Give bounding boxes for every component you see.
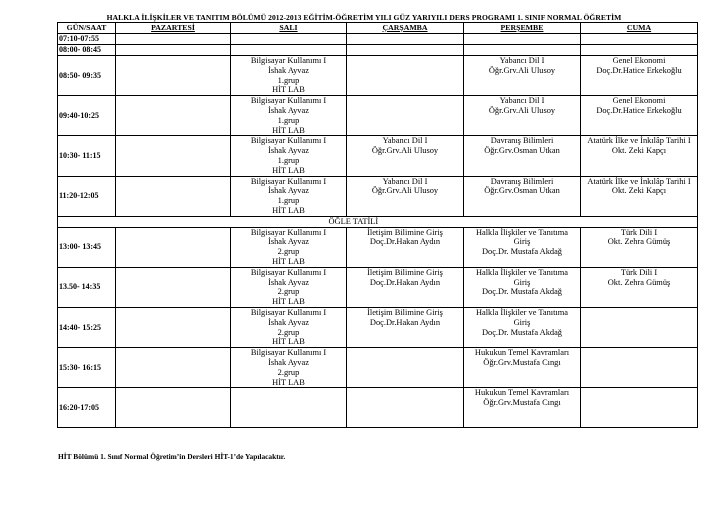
course-line: Öğr.Grv.Ali Ulusoy bbox=[371, 146, 439, 156]
course-line: Giriş bbox=[513, 317, 531, 327]
course-line: Doç.Dr. Mustafa Akdağ bbox=[481, 327, 562, 337]
course-cell-tuesday bbox=[231, 34, 347, 45]
time-slot-label: 08:50- 09:35 bbox=[58, 56, 116, 96]
course-line: İshak Ayvaz bbox=[268, 277, 309, 287]
course-line: Öğr.Grv.Osman Utkan bbox=[484, 146, 560, 156]
course-line: Genel Ekonomi bbox=[612, 96, 666, 106]
course-line: Öğr.Grv.Ali Ulusoy bbox=[488, 65, 556, 75]
course-cell-wednesday bbox=[347, 227, 464, 267]
time-slot-row bbox=[58, 388, 698, 428]
course-line: İshak Ayvaz bbox=[268, 317, 309, 327]
time-slot-row bbox=[58, 136, 698, 176]
header-friday: CUMA bbox=[581, 23, 698, 34]
course-cell-wednesday bbox=[347, 388, 464, 428]
course-cell-thursday bbox=[464, 227, 581, 267]
course-cell-thursday bbox=[464, 348, 581, 388]
course-line: Yabancı Dil I bbox=[499, 96, 545, 106]
time-slot-label: 07:10-07:55 bbox=[58, 34, 116, 45]
course-line: Bilgisayar Kullanımı I bbox=[250, 176, 327, 186]
course-line: Atatürk İlke ve İnkılâp Tarihi I bbox=[587, 136, 691, 146]
course-line: Atatürk İlke ve İnkılâp Tarihi I bbox=[587, 176, 691, 186]
course-cell-monday bbox=[116, 96, 231, 136]
header-tuesday: SALI bbox=[231, 23, 347, 34]
time-slot-row bbox=[58, 348, 698, 388]
course-line: Yabancı Dil I bbox=[382, 176, 428, 186]
course-line: Halkla İlişkiler ve Tanıtıma bbox=[475, 267, 569, 277]
course-cell-tuesday bbox=[231, 45, 347, 56]
course-cell-thursday bbox=[464, 96, 581, 136]
course-line: Öğr.Grv.Mustafa Cıngı bbox=[483, 398, 561, 408]
course-cell-monday bbox=[116, 45, 231, 56]
course-line: Hukukun Temel Kavramları bbox=[474, 388, 570, 398]
course-line: İshak Ayvaz bbox=[268, 357, 309, 367]
course-cell-monday bbox=[116, 307, 231, 347]
lunch-text: ÖĞLE TATİLİ bbox=[328, 216, 379, 226]
course-line: Hukukun Temel Kavramları bbox=[474, 348, 570, 358]
course-line: Öğr.Grv.Osman Utkan bbox=[484, 186, 560, 196]
time-slot-label: 15:30- 16:15 bbox=[58, 348, 116, 388]
course-line: İletişim Bilimine Giriş bbox=[367, 227, 443, 237]
course-cell-thursday bbox=[464, 176, 581, 216]
course-line: 2.grup bbox=[277, 287, 300, 297]
time-slot-label: 09:40-10:25 bbox=[58, 96, 116, 136]
course-line: Bilgisayar Kullanımı I bbox=[250, 96, 327, 106]
course-line: HİT LAB bbox=[272, 377, 305, 387]
course-line: Davranış Bilimleri bbox=[490, 136, 554, 146]
course-cell-wednesday bbox=[347, 34, 464, 45]
course-cell-monday bbox=[116, 56, 231, 96]
course-cell-tuesday bbox=[231, 348, 347, 388]
course-line: İshak Ayvaz bbox=[268, 237, 309, 247]
course-cell-thursday bbox=[464, 388, 581, 428]
course-cell-friday bbox=[581, 176, 698, 216]
header-row bbox=[58, 23, 698, 34]
course-cell-monday bbox=[116, 227, 231, 267]
course-line: Öğr.Grv.Ali Ulusoy bbox=[488, 105, 556, 115]
course-cell-wednesday bbox=[347, 56, 464, 96]
course-cell-tuesday bbox=[231, 96, 347, 136]
course-cell-friday bbox=[581, 388, 698, 428]
course-line: Davranış Bilimleri bbox=[490, 176, 554, 186]
course-line: HİT LAB bbox=[272, 297, 305, 307]
course-cell-wednesday bbox=[347, 45, 464, 56]
course-line: Doç.Dr.Hakan Aydın bbox=[369, 277, 441, 287]
course-line: Doç.Dr.Hakan Aydın bbox=[369, 317, 441, 327]
course-line: İshak Ayvaz bbox=[268, 65, 309, 75]
course-line: HİT LAB bbox=[272, 125, 305, 135]
course-line: 2.grup bbox=[277, 367, 300, 377]
course-cell-thursday bbox=[464, 45, 581, 56]
time-slot-label: 13:00- 13:45 bbox=[58, 227, 116, 267]
course-cell-monday bbox=[116, 136, 231, 176]
course-cell-tuesday bbox=[231, 388, 347, 428]
course-line: Bilgisayar Kullanımı I bbox=[250, 348, 327, 358]
lunch-label bbox=[328, 216, 698, 227]
course-line: Bilgisayar Kullanımı I bbox=[250, 56, 327, 65]
course-cell-thursday bbox=[464, 34, 581, 45]
course-line: Türk Dili I bbox=[620, 227, 658, 237]
course-line: Bilgisayar Kullanımı I bbox=[250, 227, 327, 237]
course-cell-friday bbox=[581, 45, 698, 56]
course-line: Doç.Dr.Hatice Erkekoğlu bbox=[596, 65, 682, 75]
course-line: HİT LAB bbox=[272, 165, 305, 175]
course-line: 1.grup bbox=[277, 115, 300, 125]
footer-note: HİT Bölümü 1. Sınıf Normal Öğretim’in Dersleri HİT-1’de Yapılacaktır. bbox=[58, 452, 286, 461]
course-cell-friday bbox=[581, 96, 698, 136]
course-cell-friday bbox=[581, 136, 698, 176]
course-line: İletişim Bilimine Giriş bbox=[367, 267, 443, 277]
course-cell-monday bbox=[116, 388, 231, 428]
course-line: HİT LAB bbox=[272, 205, 305, 215]
course-line: Doç.Dr. Mustafa Akdağ bbox=[481, 287, 562, 297]
course-line: Doç.Dr.Hakan Aydın bbox=[369, 237, 441, 247]
course-line: Halkla İlişkiler ve Tanıtıma bbox=[475, 307, 569, 317]
course-line: Doç.Dr. Mustafa Akdağ bbox=[481, 247, 562, 257]
time-slot-label: 16:20-17:05 bbox=[58, 388, 116, 428]
course-line: Bilgisayar Kullanımı I bbox=[250, 267, 327, 277]
course-line: İshak Ayvaz bbox=[268, 146, 309, 156]
course-cell-wednesday bbox=[347, 307, 464, 347]
course-line: Öğr.Grv.Ali Ulusoy bbox=[371, 186, 439, 196]
course-line: İshak Ayvaz bbox=[268, 186, 309, 196]
time-slot-label: 10:30- 11:15 bbox=[58, 136, 116, 176]
course-line: Genel Ekonomi bbox=[612, 56, 666, 65]
course-line: 2.grup bbox=[277, 247, 300, 257]
header-wednesday: ÇARŞAMBA bbox=[347, 23, 464, 34]
time-slot-label: 14:40- 15:25 bbox=[58, 307, 116, 347]
course-cell-tuesday bbox=[231, 136, 347, 176]
course-cell-wednesday bbox=[347, 136, 464, 176]
course-line: HİT LAB bbox=[272, 337, 305, 347]
course-cell-tuesday bbox=[231, 267, 347, 307]
course-cell-friday bbox=[581, 227, 698, 267]
time-slot-label: 08:00- 08:45 bbox=[58, 45, 116, 56]
lunch-spacer bbox=[58, 216, 347, 227]
course-line: Yabancı Dil I bbox=[499, 56, 545, 65]
course-line: Okt. Zeki Kapçı bbox=[611, 186, 667, 196]
course-line: 2.grup bbox=[277, 327, 300, 337]
course-cell-monday bbox=[116, 176, 231, 216]
course-line: HİT LAB bbox=[272, 256, 305, 266]
header-monday: PAZARTESİ bbox=[116, 23, 231, 34]
course-line: Bilgisayar Kullanımı I bbox=[250, 307, 327, 317]
course-line: Türk Dili I bbox=[620, 267, 658, 277]
schedule-title: HALKLA İLİŞKİLER VE TANITIM BÖLÜMÜ 2012-2013 EĞİTİM-ÖĞRETİM YILI GÜZ YARIYILI DERS PROGRAMI 1. SINIF NORMAL ÖĞRETİM bbox=[106, 13, 622, 22]
course-cell-thursday bbox=[464, 307, 581, 347]
course-cell-tuesday bbox=[231, 176, 347, 216]
course-cell-monday bbox=[116, 34, 231, 45]
course-line: İshak Ayvaz bbox=[268, 105, 309, 115]
course-line: Giriş bbox=[513, 237, 531, 247]
time-slot-row bbox=[58, 176, 698, 216]
course-cell-thursday bbox=[464, 267, 581, 307]
course-cell-friday bbox=[581, 348, 698, 388]
course-line: Halkla İlişkiler ve Tanıtıma bbox=[475, 227, 569, 237]
time-slot-row bbox=[58, 45, 698, 56]
course-line: Yabancı Dil I bbox=[382, 136, 428, 146]
course-line: 1.grup bbox=[277, 155, 300, 165]
time-slot-row bbox=[58, 56, 698, 96]
course-cell-wednesday bbox=[347, 348, 464, 388]
course-cell-tuesday bbox=[231, 307, 347, 347]
course-cell-wednesday bbox=[347, 176, 464, 216]
course-cell-wednesday bbox=[347, 96, 464, 136]
course-line: Okt. Zeki Kapçı bbox=[611, 146, 667, 156]
time-slot-label: 13.50- 14:35 bbox=[58, 267, 116, 307]
time-slot-row bbox=[58, 307, 698, 347]
course-line: Giriş bbox=[513, 277, 531, 287]
header-thursday: PERŞEMBE bbox=[464, 23, 581, 34]
course-cell-monday bbox=[116, 348, 231, 388]
course-line: HİT LAB bbox=[272, 85, 305, 95]
course-line: Okt. Zehra Gümüş bbox=[607, 277, 671, 287]
time-slot-row bbox=[58, 227, 698, 267]
course-line: 1.grup bbox=[277, 196, 300, 206]
course-cell-wednesday bbox=[347, 267, 464, 307]
course-cell-friday bbox=[581, 267, 698, 307]
course-line: İletişim Bilimine Giriş bbox=[367, 307, 443, 317]
course-line: Öğr.Grv.Mustafa Cıngı bbox=[483, 357, 561, 367]
lunch-row bbox=[58, 216, 698, 227]
course-line: Doç.Dr.Hatice Erkekoğlu bbox=[596, 105, 682, 115]
time-slot-row bbox=[58, 34, 698, 45]
course-cell-tuesday bbox=[231, 227, 347, 267]
course-cell-friday bbox=[581, 307, 698, 347]
schedule-table bbox=[57, 22, 698, 428]
course-cell-thursday bbox=[464, 136, 581, 176]
course-cell-friday bbox=[581, 34, 698, 45]
time-slot-row bbox=[58, 267, 698, 307]
course-cell-tuesday bbox=[231, 56, 347, 96]
course-cell-friday bbox=[581, 56, 698, 96]
course-line: Bilgisayar Kullanımı I bbox=[250, 136, 327, 146]
course-cell-thursday bbox=[464, 56, 581, 96]
course-line: 1.grup bbox=[277, 75, 300, 85]
time-slot-row bbox=[58, 96, 698, 136]
course-line: Okt. Zehra Gümüş bbox=[607, 237, 671, 247]
course-cell-monday bbox=[116, 267, 231, 307]
time-slot-label: 11:20-12:05 bbox=[58, 176, 116, 216]
header-day-time: GÜN/SAAT bbox=[58, 23, 116, 34]
